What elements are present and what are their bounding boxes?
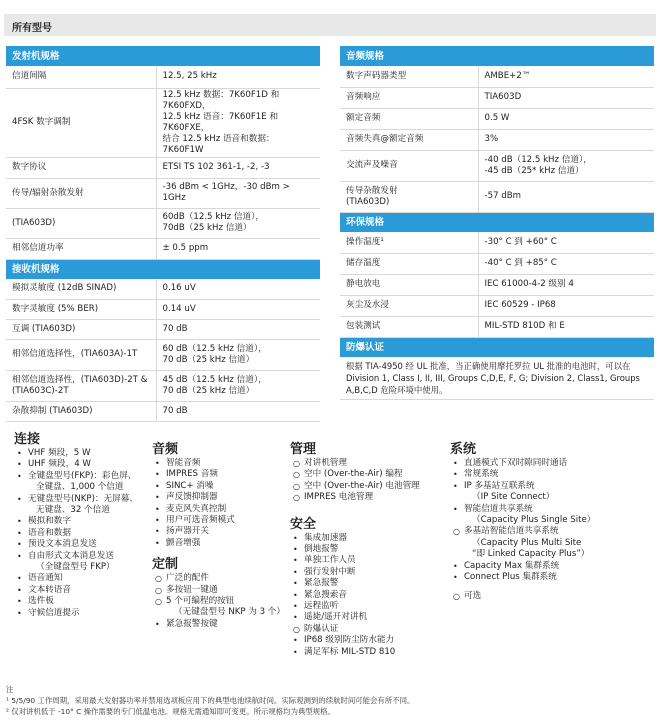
right-section-header xyxy=(340,337,654,357)
list-item-text: “即 Linked Capacity Plus”） xyxy=(472,549,590,560)
bullet-icon: • xyxy=(293,613,298,623)
connect-list xyxy=(14,448,144,619)
spec-value: TIA603D xyxy=(478,87,654,108)
list-item xyxy=(290,635,450,646)
right-spec-table xyxy=(340,46,654,400)
right-section-title: 环保规格 xyxy=(340,212,654,232)
spec-label: 灰尘及水浸 xyxy=(340,295,478,316)
list-item-text: 守候信道提示 xyxy=(28,607,80,618)
list-item xyxy=(152,619,282,630)
table-row xyxy=(340,87,654,108)
list-item-text: 自由形式文本消息发送 xyxy=(28,550,114,561)
list-item-text: 智能信道共享系统 xyxy=(464,503,533,514)
bullet-icon: • xyxy=(293,533,298,543)
list-item xyxy=(152,538,282,549)
list-item-text: 常规系统 xyxy=(464,469,499,480)
list-item xyxy=(152,526,282,537)
manage-heading: 管理 xyxy=(290,442,317,457)
optional-circle-icon: ○ xyxy=(155,585,162,595)
list-item-text: （Capacity Plus Multi Site xyxy=(472,537,582,548)
list-item-text: 5 个可编程的按钮 xyxy=(166,596,235,607)
bullet-icon: • xyxy=(453,459,458,468)
footnotes xyxy=(6,684,646,717)
spec-label: (TIA603D) xyxy=(6,208,156,238)
table-row xyxy=(340,232,654,253)
list-item-text: （IP Site Connect） xyxy=(472,492,555,503)
spec-label: 相邻信道选择性，(TIA603A)-1T xyxy=(6,339,156,370)
table-row xyxy=(340,274,654,295)
table-row xyxy=(340,66,654,87)
spec-label: 交流声及噪音 xyxy=(340,150,478,181)
list-item xyxy=(152,492,282,503)
spec-label: 相邻信道选择性，(TIA603D)-2T & (TIA603C)-2T xyxy=(6,370,156,401)
safety-list xyxy=(290,533,450,658)
bullet-icon: • xyxy=(293,556,298,566)
list-item xyxy=(152,481,282,492)
spec-value: 12.5 kHz 数据：7K60F1D 和 7K60FXD， 12.5 kHz 语音：7K60F1E 和 7K60FXE， 结合 12.5 kHz 语音和数据：7K60F1W xyxy=(156,88,320,157)
list-item-text: 多基站智能信道共享系统 xyxy=(464,526,559,537)
left-section-title: 发射机规格 xyxy=(6,46,320,66)
list-item-text: 紧急报警按键 xyxy=(166,618,218,629)
bullet-icon: • xyxy=(155,459,160,468)
list-item xyxy=(290,555,450,566)
list-item xyxy=(152,515,282,526)
list-item-text: 模拟和数字 xyxy=(28,516,71,527)
optional-circle-icon: ○ xyxy=(453,527,460,537)
list-item xyxy=(450,538,650,549)
audio-heading: 音频 xyxy=(152,442,179,457)
list-item xyxy=(290,578,450,589)
list-item-text: 预设文本消息发送 xyxy=(28,539,97,550)
list-item-text: 广泛的配件 xyxy=(166,573,209,584)
bullet-icon: • xyxy=(293,567,298,577)
list-item-text: 远程监听 xyxy=(304,601,339,612)
list-item xyxy=(290,567,450,578)
spec-value: -40 dB（12.5 kHz 信道）， -45 dB（25* kHz 信道） xyxy=(478,150,654,181)
bullet-icon: • xyxy=(155,481,160,491)
list-item-text: 集成加速器 xyxy=(304,532,347,543)
list-item-text: UHF 频段，4 W xyxy=(28,459,91,470)
spec-value: 45 dB（12.5 kHz 信道）， 70 dB（25 kHz 信道） xyxy=(156,370,320,401)
list-item xyxy=(450,458,650,469)
left-section-header xyxy=(6,259,320,279)
spec-label: 额定音频 xyxy=(340,108,478,129)
bullet-icon: • xyxy=(293,636,298,646)
features-audio-column xyxy=(152,442,285,630)
list-item xyxy=(152,596,282,607)
spec-value: 0.5 W xyxy=(478,108,654,129)
spec-value: -36 dBm < 1GHz，-30 dBm > 1GHz xyxy=(156,178,320,208)
list-item xyxy=(290,624,450,635)
list-item-text: （无键盘型号 NKP 为 3 个） xyxy=(174,607,285,618)
spec-value: 0.14 uV xyxy=(156,299,320,319)
audio-list xyxy=(152,458,282,549)
spec-label: 模拟灵敏度 (12dB SINAD) xyxy=(6,279,156,299)
table-row xyxy=(6,238,320,259)
bullet-icon: • xyxy=(17,551,22,561)
list-item xyxy=(14,539,144,550)
bullet-icon: • xyxy=(293,602,298,612)
list-item-text: 全键盘、1,000 个信道 xyxy=(36,482,124,493)
list-item-text: 无键盘型号(NKP)：无屏幕、 xyxy=(28,493,138,504)
list-item xyxy=(14,596,144,607)
list-item xyxy=(14,608,144,619)
spec-value: AMBE+2™ xyxy=(478,66,654,87)
table-row xyxy=(340,181,654,212)
list-item xyxy=(152,458,282,469)
list-item-text: VHF 频段，5 W xyxy=(28,448,91,458)
spec-label: 包装测试 xyxy=(340,316,478,337)
right-section-title: 防爆认证 xyxy=(340,337,654,357)
table-row xyxy=(340,129,654,150)
bullet-icon: • xyxy=(17,517,22,527)
list-item xyxy=(14,551,144,562)
spec-value: 0.16 uV xyxy=(156,279,320,299)
table-row xyxy=(6,370,320,401)
spec-value: -30° C 到 +60° C xyxy=(478,232,654,253)
table-row xyxy=(340,253,654,274)
notes-title: 注 xyxy=(6,685,14,694)
left-spec-table xyxy=(6,46,320,422)
features-connect-column xyxy=(14,432,144,619)
list-item-text: 空中 (Over-the-Air) 编程 xyxy=(304,469,403,480)
list-item xyxy=(290,647,450,658)
list-item-text: 紧急报警 xyxy=(304,578,339,589)
bullet-icon: • xyxy=(17,540,22,550)
optional-circle-icon: ○ xyxy=(293,470,300,480)
bullet-icon: • xyxy=(155,527,160,537)
list-item-text: 无键盘、32 个信道 xyxy=(36,505,110,516)
list-item xyxy=(290,481,450,492)
spec-label: 传导/辐射杂散发射 xyxy=(6,178,156,208)
list-item-text: 倒地报警 xyxy=(304,544,339,555)
spec-label: 杂散抑制 (TIA603D) xyxy=(6,401,156,421)
bullet-icon: • xyxy=(17,608,22,618)
list-item-text: 颤音增强 xyxy=(166,537,201,548)
list-item xyxy=(450,481,650,492)
spec-value: 60dB（12.5 kHz 信道）， 70dB（25 kHz 信道） xyxy=(156,208,320,238)
bullet-icon: • xyxy=(155,516,160,526)
safety-heading: 安全 xyxy=(290,516,317,532)
table-row xyxy=(6,66,320,88)
list-item-text: 强行发射中断 xyxy=(304,566,356,577)
list-item-text: 单独工作人员 xyxy=(304,555,356,566)
list-item-text: 语音通知 xyxy=(28,573,63,584)
list-item xyxy=(290,458,450,469)
list-item xyxy=(290,533,450,544)
optional-circle-icon: ○ xyxy=(155,574,162,584)
custom-heading: 定制 xyxy=(152,557,179,573)
list-item xyxy=(290,492,450,503)
features-manage-column xyxy=(290,442,450,658)
spec-label: 互调 (TIA603D) xyxy=(6,319,156,339)
optional-circle-icon: ○ xyxy=(293,624,300,634)
bullet-icon: • xyxy=(155,504,160,514)
list-item-text: Connect Plus 集群系统 xyxy=(464,572,557,583)
list-item-text: （全键盘型号 FKP） xyxy=(36,562,115,573)
bullet-icon: • xyxy=(155,493,160,503)
note-2: ² 仅对讲机低于 -10° C 操作需要的专门低温电池。规格无需通知即可变更。所示规格均为典型规格。 xyxy=(6,707,335,716)
list-item-text: 选件板 xyxy=(28,596,54,607)
spec-label: 传导杂散发射 (TIA603D) xyxy=(340,181,478,212)
list-item xyxy=(14,482,144,493)
spec-label: 数字灵敏度 (5% BER) xyxy=(6,299,156,319)
spec-value: -57 dBm xyxy=(478,181,654,212)
table-row xyxy=(340,108,654,129)
list-item-text: 语音和数据 xyxy=(28,527,71,538)
note-1: ¹ 5/5/90 工作周期，采用最大发射器功率并禁用选项板应用下的典型电池续航时间。实际观测到的续航时间可能会有所不同。 xyxy=(6,696,415,705)
bullet-icon: • xyxy=(453,504,458,514)
list-item xyxy=(14,585,144,596)
list-item-text: （Capacity Plus Single Site） xyxy=(472,515,596,526)
list-item-text: 文本转语音 xyxy=(28,584,71,595)
spec-label: 音频响应 xyxy=(340,87,478,108)
bullet-icon: • xyxy=(17,460,22,470)
bullet-icon: • xyxy=(453,573,458,583)
list-item xyxy=(152,573,282,584)
spec-value: ETSI TS 102 361-1, -2, -3 xyxy=(156,157,320,178)
right-section-title: 音频规格 xyxy=(340,46,654,66)
list-item-text: 对讲机管理 xyxy=(304,458,347,468)
list-item xyxy=(14,494,144,505)
list-item xyxy=(152,469,282,480)
spec-value: 70 dB xyxy=(156,401,320,421)
table-row xyxy=(6,157,320,178)
list-item-text: Capacity Max 集群系统 xyxy=(464,560,560,571)
list-item xyxy=(290,544,450,555)
bullet-icon: • xyxy=(155,470,160,480)
right-section-header xyxy=(340,212,654,232)
optional-circle-icon: ○ xyxy=(293,459,300,468)
bullet-icon: • xyxy=(293,590,298,600)
spec-label: 数字声码器类型 xyxy=(340,66,478,87)
spec-value: -40° C 到 +85° C xyxy=(478,253,654,274)
list-item xyxy=(290,590,450,601)
list-item xyxy=(290,469,450,480)
list-item-text: 声反馈抑制器 xyxy=(166,492,218,503)
spec-value: IEC 61000-4-2 级别 4 xyxy=(478,274,654,295)
list-item xyxy=(14,459,144,470)
list-item-text: SINC+ 消噪 xyxy=(166,480,214,491)
table-row xyxy=(6,88,320,157)
spec-value: 12.5, 25 kHz xyxy=(156,66,320,88)
list-item-text: 遥毙/遥开对讲机 xyxy=(304,612,368,623)
list-item xyxy=(14,505,144,516)
list-item xyxy=(450,561,650,572)
list-item-text: 防爆认证 xyxy=(304,623,339,634)
system-heading: 系统 xyxy=(450,442,477,457)
manage-list xyxy=(290,458,450,504)
list-item-text: 麦克风失真控制 xyxy=(166,503,227,514)
list-item-text: 扬声器开关 xyxy=(166,526,209,537)
left-section-title: 接收机规格 xyxy=(6,259,320,279)
table-row xyxy=(6,319,320,339)
features-system-column xyxy=(450,442,650,603)
list-item-text: IP68 级别防尘防水能力 xyxy=(304,635,395,646)
table-row xyxy=(340,295,654,316)
table-row xyxy=(6,299,320,319)
table-row xyxy=(6,339,320,370)
page-title-bar xyxy=(4,14,656,36)
spec-label: 数字协议 xyxy=(6,157,156,178)
table-row xyxy=(340,316,654,337)
bullet-icon: • xyxy=(293,579,298,589)
optional-circle-icon: ○ xyxy=(453,592,460,602)
spec-label: 信道间隔 xyxy=(6,66,156,88)
optional-circle-icon: ○ xyxy=(293,481,300,491)
list-item-text: IP 多基站互联系统 xyxy=(464,480,535,491)
list-item xyxy=(450,526,650,537)
bullet-icon: • xyxy=(17,471,22,481)
optional-circle-icon: ○ xyxy=(293,493,300,503)
table-row xyxy=(6,401,320,421)
system-list xyxy=(450,458,650,603)
page-title: 所有型号 xyxy=(12,23,52,34)
list-item xyxy=(450,469,650,480)
list-item xyxy=(14,528,144,539)
bullet-icon: • xyxy=(453,470,458,480)
bullet-icon: • xyxy=(17,528,22,538)
table-row xyxy=(6,208,320,238)
bullet-icon: • xyxy=(293,545,298,555)
list-item-text: 空中 (Over-the-Air) 电池管理 xyxy=(304,480,420,491)
list-item-text: 可选 xyxy=(464,591,482,602)
optional-circle-icon: ○ xyxy=(155,597,162,607)
spec-label: 相邻信道功率 xyxy=(6,238,156,259)
list-item-text: IMPRES 音频 xyxy=(166,469,218,480)
table-row xyxy=(340,150,654,181)
table-row xyxy=(6,178,320,208)
list-item xyxy=(14,516,144,527)
list-item xyxy=(14,573,144,584)
bullet-icon: • xyxy=(17,574,22,584)
list-item-text: IMPRES 电池管理 xyxy=(304,492,374,503)
spec-value: 3% xyxy=(478,129,654,150)
table-row xyxy=(340,357,654,400)
list-item xyxy=(450,549,650,560)
list-item xyxy=(152,585,282,596)
list-item xyxy=(450,504,650,515)
spec-label: 4FSK 数字调制 xyxy=(6,88,156,157)
list-item xyxy=(152,504,282,515)
spec-value: 60 dB（12.5 kHz 信道）， 70 dB（25 kHz 信道） xyxy=(156,339,320,370)
list-item xyxy=(450,515,650,526)
list-item-text: 用户可选音频模式 xyxy=(166,515,235,526)
spec-label: 音频失真@额定音频 xyxy=(340,129,478,150)
bullet-icon: • xyxy=(155,538,160,548)
spec-value: MIL-STD 810D 和 E xyxy=(478,316,654,337)
spec-value: IEC 60529 - IP68 xyxy=(478,295,654,316)
list-item xyxy=(14,448,144,459)
bullet-icon: • xyxy=(453,561,458,571)
list-item xyxy=(14,562,144,573)
bullet-icon: • xyxy=(17,585,22,595)
certification-note: 根据 TIA-4950 经 UL 批准，当正确使用摩托罗拉 UL 批准的电池时，可以在 Division 1, Class I, II, III, Groups C,D,E, F, G; Division 2, Class1, Groups A,B,C,D 危险环境中使用。 xyxy=(340,357,654,400)
bullet-icon: • xyxy=(17,449,22,458)
list-item xyxy=(450,591,650,602)
connect-heading: 连接 xyxy=(14,432,41,447)
list-item xyxy=(290,612,450,623)
list-item xyxy=(290,601,450,612)
list-item-text: 全键盘型号(FKP)：彩色屏、 xyxy=(28,470,137,481)
bullet-icon: • xyxy=(17,494,22,504)
list-item-text: 满足军标 MIL-STD 810 xyxy=(304,646,396,657)
bullet-icon: • xyxy=(453,481,458,491)
bullet-icon: • xyxy=(293,647,298,657)
list-item xyxy=(450,572,650,583)
table-row xyxy=(6,279,320,299)
list-item xyxy=(450,492,650,503)
bullet-icon: • xyxy=(155,619,160,629)
custom-list xyxy=(152,573,285,630)
left-section-header xyxy=(6,46,320,66)
list-item-text: 多按钮一键通 xyxy=(166,584,218,595)
list-item xyxy=(152,607,285,618)
spec-label: 静电放电 xyxy=(340,274,478,295)
right-section-header xyxy=(340,46,654,66)
spec-value: 70 dB xyxy=(156,319,320,339)
spec-value: ± 0.5 ppm xyxy=(156,238,320,259)
list-item-text: 直通模式下双时隙同时通话 xyxy=(464,458,568,468)
bullet-icon: • xyxy=(17,597,22,607)
list-item xyxy=(14,471,144,482)
list-item-text: 智能音频 xyxy=(166,458,201,468)
spec-label: 储存温度 xyxy=(340,253,478,274)
list-item-text: 紧急搜索音 xyxy=(304,589,347,600)
spec-label: 操作温度¹ xyxy=(340,232,478,253)
